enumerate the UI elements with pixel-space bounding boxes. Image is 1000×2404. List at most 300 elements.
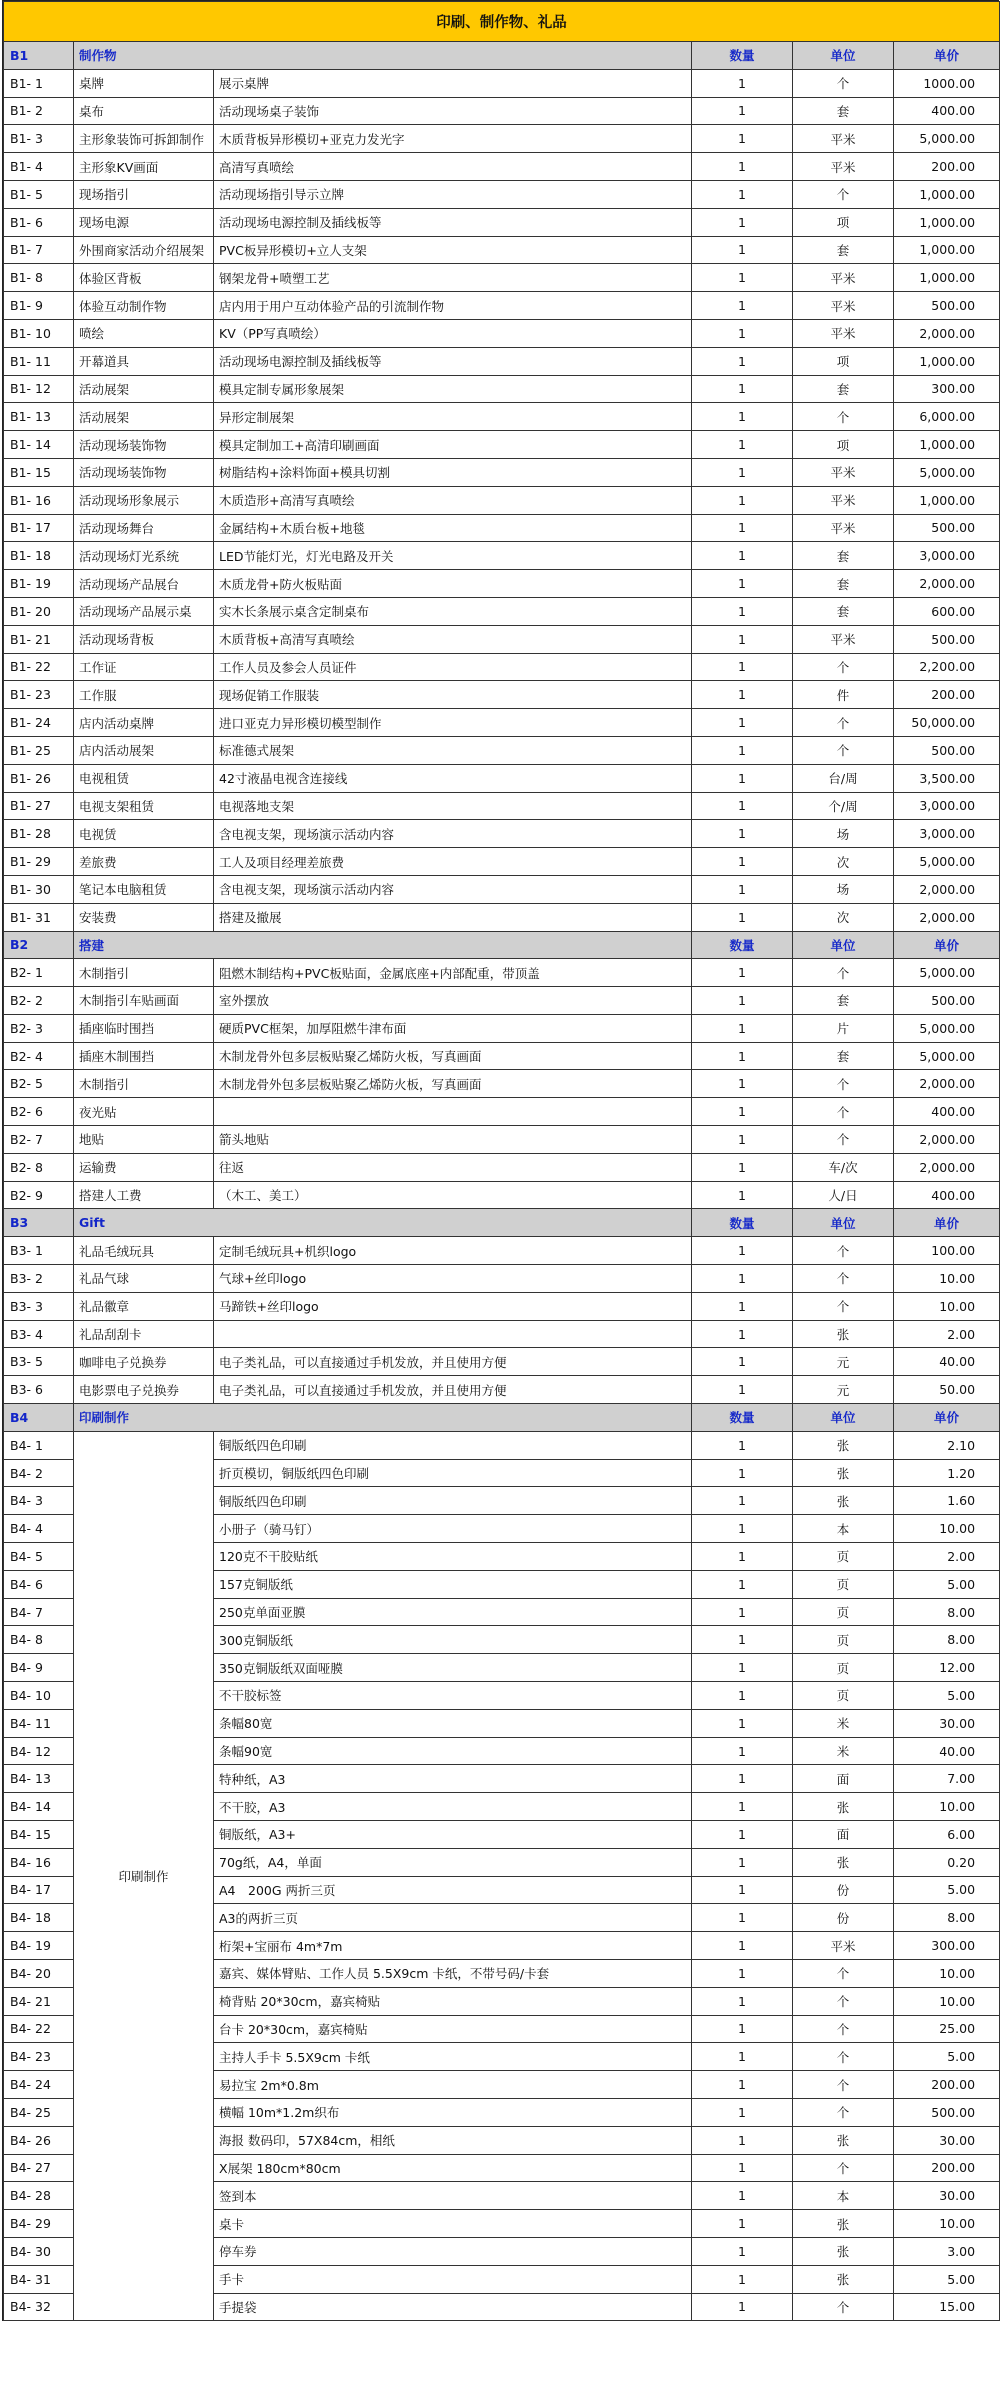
item-code: B2- 1 <box>4 959 74 987</box>
item-price: 1.60 <box>894 1487 1000 1515</box>
item-code: B1- 10 <box>4 319 74 347</box>
item-quantity: 1 <box>692 792 793 820</box>
item-quantity: 1 <box>692 375 793 403</box>
item-quantity: 1 <box>692 987 793 1015</box>
item-description: 模具定制加工+高清印刷画面 <box>214 431 692 459</box>
item-unit: 套 <box>793 236 894 264</box>
item-unit: 平米 <box>793 625 894 653</box>
item-code: B4- 3 <box>4 1487 74 1515</box>
item-price: 5.00 <box>894 2043 1000 2071</box>
item-description: 木制龙骨外包多层板贴聚乙烯防火板，写真画面 <box>214 1042 692 1070</box>
table-row <box>4 514 1000 542</box>
item-name: 主形象装饰可拆卸制作 <box>74 125 214 153</box>
item-code: B1- 16 <box>4 486 74 514</box>
item-name: 活动现场形象展示 <box>74 486 214 514</box>
item-price: 200.00 <box>894 2071 1000 2099</box>
item-unit: 平米 <box>793 514 894 542</box>
item-description: 手提袋 <box>214 2293 692 2321</box>
item-price: 500.00 <box>894 625 1000 653</box>
item-price: 5,000.00 <box>894 458 1000 486</box>
item-description: 模具定制专属形象展架 <box>214 375 692 403</box>
item-price: 200.00 <box>894 681 1000 709</box>
item-price: 10.00 <box>894 1959 1000 1987</box>
item-description: 桁架+宝丽布 4m*7m <box>214 1932 692 1960</box>
item-description: 活动现场电源控制及插线板等 <box>214 347 692 375</box>
table-row <box>4 236 1000 264</box>
item-unit: 件 <box>793 681 894 709</box>
item-quantity: 1 <box>692 1959 793 1987</box>
qty-header: 数量 <box>692 1404 793 1432</box>
section-code: B3 <box>4 1209 74 1237</box>
item-price: 400.00 <box>894 1181 1000 1209</box>
item-code: B4- 25 <box>4 2098 74 2126</box>
item-unit: 个 <box>793 2154 894 2182</box>
item-quantity: 1 <box>692 1932 793 1960</box>
item-name: 笔记本电脑租赁 <box>74 875 214 903</box>
table-row <box>4 1292 1000 1320</box>
item-price: 3,500.00 <box>894 764 1000 792</box>
item-code: B4- 6 <box>4 1570 74 1598</box>
item-price: 30.00 <box>894 2126 1000 2154</box>
item-description: 铜版纸四色印刷 <box>214 1487 692 1515</box>
item-quantity: 1 <box>692 2126 793 2154</box>
item-description: 展示桌牌 <box>214 69 692 97</box>
item-unit: 平米 <box>793 458 894 486</box>
table-row <box>4 375 1000 403</box>
item-quantity: 1 <box>692 570 793 598</box>
item-description: 70g纸，A4，单面 <box>214 1848 692 1876</box>
item-name: 主形象KV画面 <box>74 153 214 181</box>
item-code: B1- 29 <box>4 848 74 876</box>
item-code: B2- 3 <box>4 1014 74 1042</box>
item-price: 5.00 <box>894 1570 1000 1598</box>
item-description: 高清写真喷绘 <box>214 153 692 181</box>
table-row <box>4 458 1000 486</box>
item-description: 折页模切，铜版纸四色印刷 <box>214 1459 692 1487</box>
item-name: 电视赁 <box>74 820 214 848</box>
item-quantity: 1 <box>692 1431 793 1459</box>
item-unit: 平米 <box>793 125 894 153</box>
item-code: B1- 12 <box>4 375 74 403</box>
item-code: B2- 4 <box>4 1042 74 1070</box>
item-unit: 个 <box>793 1098 894 1126</box>
item-price: 6,000.00 <box>894 403 1000 431</box>
item-name: 喷绘 <box>74 319 214 347</box>
item-price: 7.00 <box>894 1765 1000 1793</box>
item-description: 120克不干胶贴纸 <box>214 1543 692 1571</box>
item-code: B4- 29 <box>4 2210 74 2238</box>
item-description: （木工、美工） <box>214 1181 692 1209</box>
item-quantity: 1 <box>692 1181 793 1209</box>
item-code: B3- 5 <box>4 1348 74 1376</box>
item-unit: 人/日 <box>793 1181 894 1209</box>
item-unit: 个 <box>793 1987 894 2015</box>
table-row <box>4 848 1000 876</box>
table-row <box>4 1181 1000 1209</box>
item-unit: 张 <box>793 1459 894 1487</box>
item-unit: 页 <box>793 1682 894 1710</box>
table-row <box>4 1376 1000 1404</box>
item-description: 标准德式展架 <box>214 736 692 764</box>
item-quantity: 1 <box>692 2098 793 2126</box>
table-row <box>4 486 1000 514</box>
item-name: 礼品刮刮卡 <box>74 1320 214 1348</box>
item-quantity: 1 <box>692 1348 793 1376</box>
item-description: 木制龙骨外包多层板贴聚乙烯防火板，写真画面 <box>214 1070 692 1098</box>
item-name: 礼品徽章 <box>74 1292 214 1320</box>
item-description: 活动现场指引导示立牌 <box>214 180 692 208</box>
item-code: B4- 11 <box>4 1709 74 1737</box>
item-quantity: 1 <box>692 1654 793 1682</box>
table-row <box>4 1042 1000 1070</box>
table-row <box>4 542 1000 570</box>
item-code: B4- 2 <box>4 1459 74 1487</box>
item-unit: 元 <box>793 1376 894 1404</box>
item-description: 铜版纸四色印刷 <box>214 1431 692 1459</box>
section-header-row <box>4 42 1000 70</box>
table-row <box>4 208 1000 236</box>
item-price: 600.00 <box>894 597 1000 625</box>
qty-header: 数量 <box>692 931 793 959</box>
table-row <box>4 1348 1000 1376</box>
table-row <box>4 875 1000 903</box>
item-unit: 套 <box>793 987 894 1015</box>
table-row <box>4 153 1000 181</box>
item-name: 电影票电子兑换券 <box>74 1376 214 1404</box>
table-row <box>4 736 1000 764</box>
item-description: 金属结构+木质台板+地毯 <box>214 514 692 542</box>
item-price: 2,000.00 <box>894 903 1000 931</box>
item-price: 3,000.00 <box>894 792 1000 820</box>
table-row <box>4 681 1000 709</box>
item-unit: 面 <box>793 1765 894 1793</box>
item-description: 活动现场电源控制及插线板等 <box>214 208 692 236</box>
item-price: 5.00 <box>894 1682 1000 1710</box>
item-description: 电子类礼品，可以直接通过手机发放，并且使用方便 <box>214 1376 692 1404</box>
item-unit: 张 <box>793 2126 894 2154</box>
item-quantity: 1 <box>692 1570 793 1598</box>
item-quantity: 1 <box>692 1098 793 1126</box>
item-description: 横幅 10m*1.2m织布 <box>214 2098 692 2126</box>
price-header: 单价 <box>894 1209 1000 1237</box>
item-code: B3- 3 <box>4 1292 74 1320</box>
item-quantity: 1 <box>692 1042 793 1070</box>
item-name: 桌布 <box>74 97 214 125</box>
item-price: 5,000.00 <box>894 848 1000 876</box>
item-quantity: 1 <box>692 153 793 181</box>
item-description: 工作人员及参会人员证件 <box>214 653 692 681</box>
item-unit: 页 <box>793 1654 894 1682</box>
item-description <box>214 1098 692 1126</box>
item-description: 条幅90宽 <box>214 1737 692 1765</box>
item-name: 现场指引 <box>74 180 214 208</box>
item-unit: 套 <box>793 97 894 125</box>
item-quantity: 1 <box>692 1904 793 1932</box>
item-unit: 个 <box>793 403 894 431</box>
item-unit: 平米 <box>793 264 894 292</box>
item-quantity: 1 <box>692 236 793 264</box>
table-row <box>4 987 1000 1015</box>
item-quantity: 1 <box>692 2237 793 2265</box>
item-name: 体验互动制作物 <box>74 292 214 320</box>
item-quantity: 1 <box>692 736 793 764</box>
item-quantity: 1 <box>692 1126 793 1154</box>
item-unit: 个 <box>793 1959 894 1987</box>
unit-header: 单位 <box>793 931 894 959</box>
item-price: 10.00 <box>894 1265 1000 1293</box>
item-description: 350克铜版纸双面哑膜 <box>214 1654 692 1682</box>
item-code: B1- 22 <box>4 653 74 681</box>
item-quantity: 1 <box>692 820 793 848</box>
item-name: 店内活动桌牌 <box>74 709 214 737</box>
item-description: 小册子（骑马钉） <box>214 1515 692 1543</box>
item-price: 2,000.00 <box>894 319 1000 347</box>
item-price: 3,000.00 <box>894 542 1000 570</box>
item-unit: 个 <box>793 1126 894 1154</box>
item-description: 木质背板+高清写真喷绘 <box>214 625 692 653</box>
item-unit: 套 <box>793 375 894 403</box>
item-unit: 次 <box>793 903 894 931</box>
item-price: 10.00 <box>894 1515 1000 1543</box>
table-row <box>4 264 1000 292</box>
item-description <box>214 1320 692 1348</box>
item-quantity: 1 <box>692 264 793 292</box>
item-unit: 本 <box>793 1515 894 1543</box>
item-description: A4 200G 两折三页 <box>214 1876 692 1904</box>
item-price: 2,200.00 <box>894 653 1000 681</box>
item-unit: 个 <box>793 959 894 987</box>
table-row <box>4 1265 1000 1293</box>
item-unit: 场 <box>793 875 894 903</box>
item-quantity: 1 <box>692 764 793 792</box>
item-unit: 个 <box>793 1070 894 1098</box>
item-code: B4- 7 <box>4 1598 74 1626</box>
item-price: 2.00 <box>894 1320 1000 1348</box>
section-header-row <box>4 1404 1000 1432</box>
item-quantity: 1 <box>692 1515 793 1543</box>
item-quantity: 1 <box>692 625 793 653</box>
section-header-row <box>4 931 1000 959</box>
item-code: B4- 1 <box>4 1431 74 1459</box>
item-quantity: 1 <box>692 458 793 486</box>
item-code: B4- 23 <box>4 2043 74 2071</box>
item-code: B1- 25 <box>4 736 74 764</box>
item-description: 易拉宝 2m*0.8m <box>214 2071 692 2099</box>
item-price: 5,000.00 <box>894 1014 1000 1042</box>
item-description: 不干胶标签 <box>214 1682 692 1710</box>
item-name: 电视租赁 <box>74 764 214 792</box>
item-description: 气球+丝印logo <box>214 1265 692 1293</box>
item-description: 定制毛绒玩具+机织logo <box>214 1237 692 1265</box>
item-code: B1- 20 <box>4 597 74 625</box>
item-quantity: 1 <box>692 2071 793 2099</box>
item-code: B2- 9 <box>4 1181 74 1209</box>
item-quantity: 1 <box>692 1292 793 1320</box>
item-unit: 平米 <box>793 1932 894 1960</box>
item-price: 1,000.00 <box>894 264 1000 292</box>
item-name: 桌牌 <box>74 69 214 97</box>
table-row <box>4 597 1000 625</box>
item-price: 1,000.00 <box>894 486 1000 514</box>
item-quantity: 1 <box>692 1987 793 2015</box>
item-code: B1- 28 <box>4 820 74 848</box>
item-price: 500.00 <box>894 514 1000 542</box>
item-price: 10.00 <box>894 1793 1000 1821</box>
item-name: 咖啡电子兑换券 <box>74 1348 214 1376</box>
section-code: B4 <box>4 1404 74 1432</box>
item-unit: 个 <box>793 69 894 97</box>
item-name: 插座临时围挡 <box>74 1014 214 1042</box>
item-price: 500.00 <box>894 2098 1000 2126</box>
item-code: B1- 8 <box>4 264 74 292</box>
item-unit: 个 <box>793 2043 894 2071</box>
table-row <box>4 1070 1000 1098</box>
item-unit: 项 <box>793 431 894 459</box>
table-row <box>4 292 1000 320</box>
item-description: PVC板异形模切+立人支架 <box>214 236 692 264</box>
item-quantity: 1 <box>692 1598 793 1626</box>
item-code: B4- 17 <box>4 1876 74 1904</box>
item-price: 400.00 <box>894 97 1000 125</box>
item-code: B4- 12 <box>4 1737 74 1765</box>
item-name: 活动现场背板 <box>74 625 214 653</box>
item-description: X展架 180cm*80cm <box>214 2154 692 2182</box>
title-row <box>4 2 1000 42</box>
item-quantity: 1 <box>692 2210 793 2238</box>
item-name: 活动现场产品展示桌 <box>74 597 214 625</box>
item-quantity: 1 <box>692 319 793 347</box>
item-price: 300.00 <box>894 375 1000 403</box>
item-unit: 页 <box>793 1570 894 1598</box>
item-price: 100.00 <box>894 1237 1000 1265</box>
table-row <box>4 1098 1000 1126</box>
item-code: B2- 7 <box>4 1126 74 1154</box>
item-unit: 张 <box>793 1793 894 1821</box>
item-description: 停车券 <box>214 2237 692 2265</box>
item-price: 200.00 <box>894 153 1000 181</box>
item-quantity: 1 <box>692 431 793 459</box>
item-name: 夜光贴 <box>74 1098 214 1126</box>
item-name: 电视支架租赁 <box>74 792 214 820</box>
table-row <box>4 347 1000 375</box>
item-code: B4- 15 <box>4 1821 74 1849</box>
item-price: 8.00 <box>894 1626 1000 1654</box>
item-unit: 套 <box>793 570 894 598</box>
item-unit: 张 <box>793 1848 894 1876</box>
table-row <box>4 431 1000 459</box>
item-price: 1,000.00 <box>894 347 1000 375</box>
item-unit: 套 <box>793 597 894 625</box>
item-unit: 个 <box>793 709 894 737</box>
table-row <box>4 1237 1000 1265</box>
item-description: 搭建及撤展 <box>214 903 692 931</box>
item-code: B1- 2 <box>4 97 74 125</box>
item-name: 木制指引 <box>74 959 214 987</box>
item-quantity: 1 <box>692 208 793 236</box>
item-code: B3- 1 <box>4 1237 74 1265</box>
item-description: 手卡 <box>214 2265 692 2293</box>
item-quantity: 1 <box>692 653 793 681</box>
item-price: 25.00 <box>894 2015 1000 2043</box>
item-unit: 个 <box>793 2071 894 2099</box>
item-description: LED节能灯光，灯光电路及开关 <box>214 542 692 570</box>
item-description: 进口亚克力异形模切模型制作 <box>214 709 692 737</box>
item-unit: 车/次 <box>793 1153 894 1181</box>
item-description: 室外摆放 <box>214 987 692 1015</box>
item-code: B1- 3 <box>4 125 74 153</box>
table-row <box>4 180 1000 208</box>
item-quantity: 1 <box>692 1848 793 1876</box>
item-quantity: 1 <box>692 1070 793 1098</box>
item-quantity: 1 <box>692 97 793 125</box>
item-quantity: 1 <box>692 542 793 570</box>
item-unit: 张 <box>793 2265 894 2293</box>
item-name: 搭建人工费 <box>74 1181 214 1209</box>
item-description: 往返 <box>214 1153 692 1181</box>
item-description: 木质造形+高清写真喷绘 <box>214 486 692 514</box>
item-quantity: 1 <box>692 514 793 542</box>
item-code: B4- 26 <box>4 2126 74 2154</box>
table-row <box>4 1153 1000 1181</box>
item-unit: 份 <box>793 1904 894 1932</box>
section-code: B1 <box>4 42 74 70</box>
item-unit: 张 <box>793 1487 894 1515</box>
item-price: 200.00 <box>894 2154 1000 2182</box>
item-unit: 个 <box>793 1237 894 1265</box>
item-price: 3,000.00 <box>894 820 1000 848</box>
item-name: 活动现场舞台 <box>74 514 214 542</box>
item-quantity: 1 <box>692 709 793 737</box>
item-unit: 个 <box>793 736 894 764</box>
item-unit: 页 <box>793 1598 894 1626</box>
item-price: 40.00 <box>894 1348 1000 1376</box>
item-code: B4- 4 <box>4 1515 74 1543</box>
item-quantity: 1 <box>692 1626 793 1654</box>
table-row <box>4 959 1000 987</box>
item-description: 现场促销工作服装 <box>214 681 692 709</box>
item-name: 店内活动展架 <box>74 736 214 764</box>
item-code: B2- 5 <box>4 1070 74 1098</box>
section-name: 搭建 <box>74 931 692 959</box>
item-unit: 个 <box>793 2293 894 2321</box>
item-description: 工人及项目经理差旅费 <box>214 848 692 876</box>
item-description: 铜版纸，A3+ <box>214 1821 692 1849</box>
item-code: B2- 2 <box>4 987 74 1015</box>
qty-header: 数量 <box>692 1209 793 1237</box>
item-code: B4- 28 <box>4 2182 74 2210</box>
item-unit: 个/周 <box>793 792 894 820</box>
item-unit: 张 <box>793 2237 894 2265</box>
item-unit: 项 <box>793 347 894 375</box>
item-price: 5,000.00 <box>894 125 1000 153</box>
item-unit: 场 <box>793 820 894 848</box>
item-unit: 台/周 <box>793 764 894 792</box>
price-header: 单价 <box>894 1404 1000 1432</box>
item-unit: 个 <box>793 180 894 208</box>
item-quantity: 1 <box>692 125 793 153</box>
item-code: B1- 23 <box>4 681 74 709</box>
table-row <box>4 764 1000 792</box>
item-name: 礼品毛绒玩具 <box>74 1237 214 1265</box>
item-price: 5,000.00 <box>894 1042 1000 1070</box>
item-price: 6.00 <box>894 1821 1000 1849</box>
item-description: 桌卡 <box>214 2210 692 2238</box>
item-price: 5.00 <box>894 2265 1000 2293</box>
item-description: 海报 数码印，57X84cm，相纸 <box>214 2126 692 2154</box>
item-code: B3- 6 <box>4 1376 74 1404</box>
item-name: 现场电源 <box>74 208 214 236</box>
item-name: 工作证 <box>74 653 214 681</box>
